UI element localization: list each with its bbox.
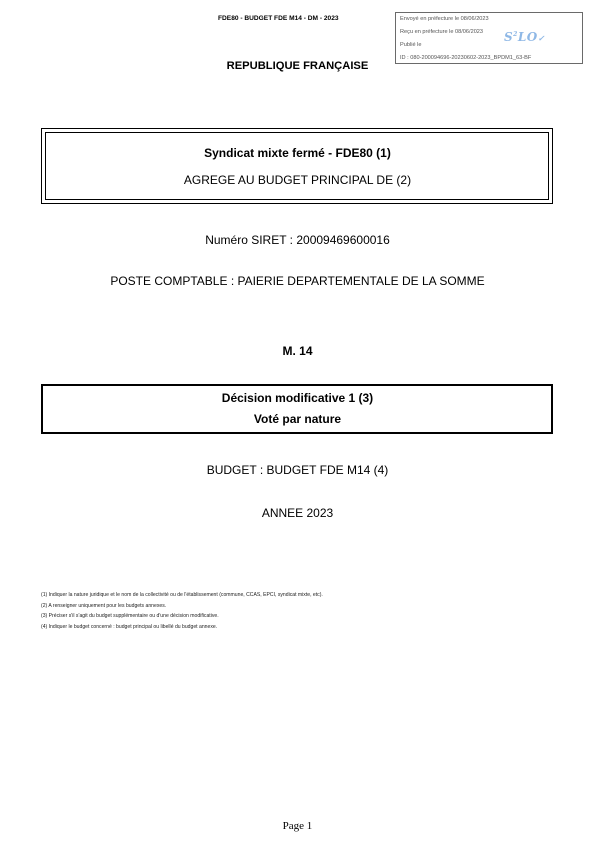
document-code: FDE80 - BUDGET FDE M14 - DM - 2023 [218,15,339,22]
page-number: Page 1 [282,820,313,832]
budget-year: ANNEE 2023 [261,506,334,520]
footnote: (4) Indiquer le budget concerné : budget principal ou libellé du budget annexe. [41,623,218,630]
footnotes [41,590,323,632]
stamp-id: ID : 080-200094696-20230602-2023_BPDM1_63-BF [400,55,532,61]
siret-number: Numéro SIRET : 20009469600016 [205,233,390,247]
footnote: (2) A renseigner uniquement pour les budgets annexes. [41,602,167,609]
footnote: (3) Préciser s'il s'agit du budget supplémentaire ou d'une décision modificative. [41,613,219,619]
budget-name: BUDGET : BUDGET FDE M14 (4) [206,463,389,477]
decision-vote: Voté par nature [253,412,342,426]
stamp-received-date: Reçu en préfecture le 08/06/2023 [400,29,484,35]
entity-box [41,128,553,204]
entity-name: Syndicat mixte fermé - FDE80 (1) [204,146,391,160]
nomenclature: M. 14 [282,344,313,358]
decision-title: Décision modificative 1 (3) [221,391,374,405]
stamp-sent-date: Envoyé en préfecture le 08/06/2023 [400,16,489,22]
footnote: (1) Indiquer la nature juridique et le nom de la collectivité ou de l'établissement (commune, CCAS, EPCI, syndicat mixte, etc). [41,592,323,598]
stamp-published: Publié le [400,42,422,48]
s2lo-logo: $S^2LO✓$ [504,30,545,44]
republic-heading: REPUBLIQUE FRANÇAISE [226,60,369,72]
entity-aggregation: AGREGE AU BUDGET PRINCIPAL DE (2) [183,173,412,187]
republic-heading-wrap [0,56,595,74]
accounting-post: POSTE COMPTABLE : PAIERIE DEPARTEMENTALE DE LA SOMME [110,274,485,288]
entity-box-inner [45,132,549,200]
